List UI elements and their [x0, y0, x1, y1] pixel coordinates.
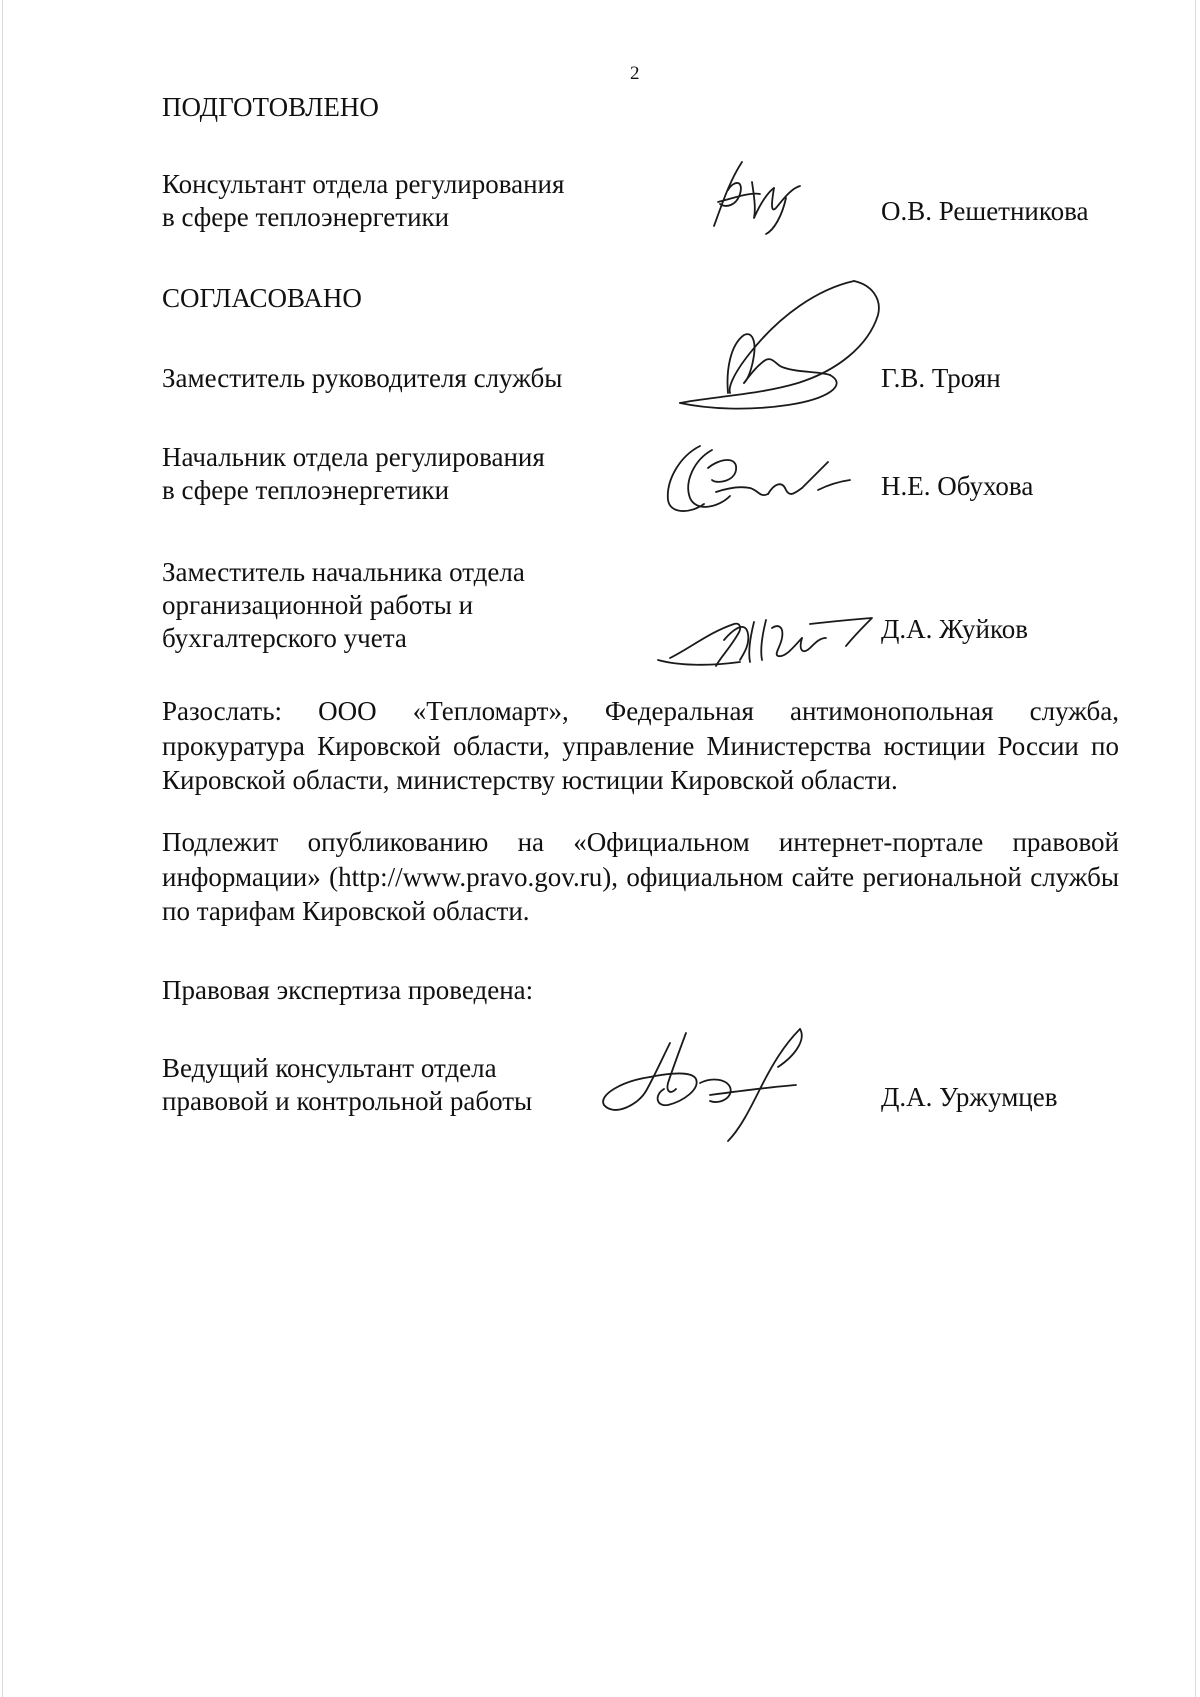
approver-3-position [162, 556, 525, 655]
approver-2-position-line: Начальник отдела регулирования [162, 442, 545, 472]
signature-zhuykov [650, 604, 880, 674]
legal-review-position-line: правовой и контрольной работы [162, 1086, 533, 1116]
approver-2-position-line: в сфере теплоэнергетики [162, 475, 450, 505]
prepared-position-line: в сфере теплоэнергетики [162, 202, 450, 232]
approver-1-position-line: Заместитель руководителя службы [162, 363, 563, 393]
scan-edge-left [2, 0, 3, 1697]
page-number: 2 [630, 63, 640, 84]
approver-3-name: Д.А. Жуйков [881, 614, 1028, 644]
approver-3-position-line: бухгалтерского учета [162, 623, 407, 653]
signature-urzhumtsev [600, 1025, 810, 1145]
distribution-paragraph: Разослать: ООО «Тепломарт», Федеральная антимонопольная служба, прокуратура Кировской области, управление Министерства юстиции России по Кировской области, министерству юстиции Кировской области. [162, 696, 1119, 795]
signature-reshetnikova [700, 160, 810, 240]
approver-3-position-line: Заместитель начальника отдела [162, 557, 525, 587]
publication-paragraph: Подлежит опубликованию на «Официальном интернет-портале правовой информации» (http://www.pravo.gov.ru), официальном сайте региональной службы по тарифам Кировской области. [162, 827, 1119, 926]
approver-1-name: Г.В. Троян [881, 363, 1001, 393]
approver-3-position-line: организационной работы и [162, 590, 474, 620]
legal-review-position-line: Ведущий консультант отдела [162, 1053, 497, 1083]
prepared-position-line: Консультант отдела регулирования [162, 169, 565, 199]
legal-review-position [162, 1052, 532, 1118]
signature-obukhova [660, 440, 860, 520]
prepared-name: О.В. Решетникова [881, 196, 1089, 226]
approver-2-name: Н.Е. Обухова [881, 471, 1034, 501]
approver-1-position [162, 362, 562, 395]
approved-heading: СОГЛАСОВАНО [162, 283, 362, 313]
scan-edge-right [1195, 0, 1196, 1697]
legal-review-heading: Правовая экспертиза проведена: [162, 975, 534, 1005]
legal-review-name: Д.А. Уржумцев [881, 1082, 1058, 1112]
approver-2-position [162, 441, 545, 507]
signature-troyan [668, 275, 888, 440]
prepared-heading: ПОДГОТОВЛЕНО [162, 92, 379, 122]
prepared-position [162, 168, 564, 234]
